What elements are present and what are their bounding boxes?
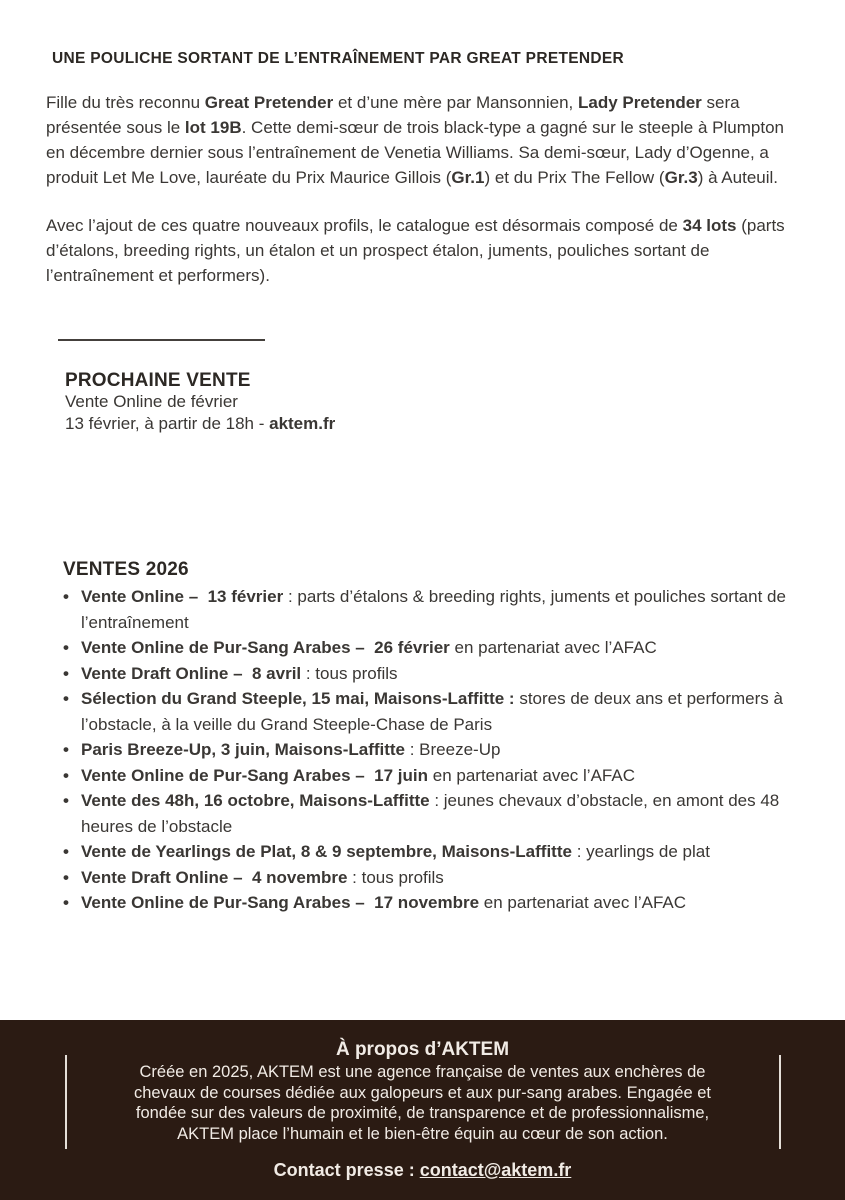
sale-item-description: : jeunes chevaux d’obstacle, en amont des 48 heures de l’obstacle xyxy=(81,791,784,836)
text-segment: Avec l’ajout de ces quatre nouveaux profils, le catalogue est désormais composé de xyxy=(46,216,683,235)
text-segment: Gr.1 xyxy=(451,168,485,187)
sale-item-title: Vente de Yearlings de Plat, 8 & 9 septembre, Maisons-Laffitte xyxy=(81,842,572,861)
text-segment: Fille du très reconnu xyxy=(46,93,205,112)
sales-2026-heading: VENTES 2026 xyxy=(63,559,189,580)
contact-email-link[interactable]: contact@aktem.fr xyxy=(419,1160,572,1180)
sale-list-item xyxy=(63,635,800,661)
text-segment: Great Pretender xyxy=(204,93,334,112)
sale-item-description: en partenariat avec l’AFAC xyxy=(449,638,657,657)
text-segment: et d’une mère par Mansonnien, xyxy=(333,93,579,112)
sale-list-item xyxy=(63,839,800,865)
sale-item-description: : tous profils xyxy=(301,663,398,683)
sale-list-item xyxy=(63,737,800,763)
press-contact-line xyxy=(0,1159,845,1181)
sale-list-item xyxy=(63,763,800,789)
text-segment: ) et du Prix The Fellow ( xyxy=(484,168,665,187)
sale-list-item xyxy=(63,661,800,687)
text-segment: 34 lots xyxy=(682,216,737,235)
sale-item-title: Vente Online de Pur-Sang Arabes – 17 juin xyxy=(81,765,429,785)
sale-item-title: Vente Draft Online – 4 novembre xyxy=(81,867,348,887)
sales-2026-section xyxy=(63,560,800,916)
main-content xyxy=(46,0,800,916)
next-sale-section xyxy=(65,371,800,435)
article-paragraph-2 xyxy=(46,213,800,288)
text-segment: ) à Auteuil. xyxy=(697,168,779,187)
left-divider-bar xyxy=(65,1055,67,1149)
text-segment: . Cette demi-sœur de trois black-type a gagné sur le steeple à Plumpton en décembre dernier sous l’entraînement de Venetia Williams. Sa demi-sœur, Lady d’Ogenne, a produit Let Me Love, lauréate du Prix Maurice Gillois ( xyxy=(46,118,789,187)
next-sale-date-text: 13 février, à partir de 18h - xyxy=(65,414,270,433)
right-divider-bar xyxy=(779,1055,781,1149)
sale-list-item xyxy=(63,890,800,916)
sale-item-description: stores de deux ans et performers à l’obstacle, à la veille du Grand Steeple-Chase de Paris xyxy=(81,689,788,734)
sale-item-title: Sélection du Grand Steeple, 15 mai, Maisons-Laffitte : xyxy=(81,689,515,708)
sale-item-description: : yearlings de plat xyxy=(571,842,710,861)
sale-item-description: : parts d’étalons & breeding rights, juments et pouliches sortant de l’entraînement xyxy=(81,587,791,632)
sale-item-title: Vente Online – 13 février xyxy=(81,587,284,606)
sale-list-item xyxy=(63,584,800,635)
sale-item-title: Vente Online de Pur-Sang Arabes – 17 novembre xyxy=(81,893,480,912)
article-paragraph-1 xyxy=(46,90,800,190)
sale-item-description: : Breeze-Up xyxy=(405,740,501,759)
text-segment: sera présentée sous le xyxy=(46,93,745,137)
sale-list-item xyxy=(63,865,800,891)
next-sale-date-line xyxy=(65,413,800,435)
text-segment: Gr.3 xyxy=(664,168,698,187)
sales-2026-list xyxy=(63,584,800,916)
about-body-row xyxy=(65,1062,781,1144)
text-segment: Lady Pretender xyxy=(578,93,702,112)
next-sale-heading: PROCHAINE VENTE xyxy=(65,370,251,391)
about-body-text: Créée en 2025, AKTEM est une agence française de ventes aux enchères de chevaux de courses dédiée aux galopeurs et aux pur-sang arabes. Engagée et fondée sur des valeurs de proximité, de transparence et de professionnalisme, AKTEM place l’humain et le bien-être équin au cœur de son action. xyxy=(134,1063,711,1143)
sale-item-description: : tous profils xyxy=(347,867,444,887)
section-divider-line xyxy=(58,339,265,341)
text-segment: lot 19B xyxy=(184,118,242,137)
text-segment: (parts d’étalons, breeding rights, un étalon et un prospect étalon, juments, pouliches sortant de l’entraînement et performers). xyxy=(46,216,790,285)
about-heading: À propos d’AKTEM xyxy=(335,1039,510,1060)
sale-item-title: Vente des 48h, 16 octobre, Maisons-Laffitte xyxy=(81,791,430,810)
sale-list-item xyxy=(63,686,800,737)
article-heading: UNE POULICHE SORTANT DE L’ENTRAÎNEMENT PAR GREAT PRETENDER xyxy=(52,50,624,67)
sale-item-description: en partenariat avec l’AFAC xyxy=(479,893,687,912)
sale-item-title: Paris Breeze-Up, 3 juin, Maisons-Laffitte xyxy=(81,740,406,759)
about-footer xyxy=(0,1020,845,1200)
sale-item-title: Vente Draft Online – 8 avril xyxy=(81,663,302,683)
next-sale-website: aktem.fr xyxy=(269,414,336,433)
sale-item-description: en partenariat avec l’AFAC xyxy=(428,765,635,785)
sale-item-title: Vente Online de Pur-Sang Arabes – 26 février xyxy=(81,638,450,657)
contact-label: Contact presse : xyxy=(273,1160,420,1180)
next-sale-name: Vente Online de février xyxy=(65,392,238,411)
sale-list-item xyxy=(63,788,800,839)
